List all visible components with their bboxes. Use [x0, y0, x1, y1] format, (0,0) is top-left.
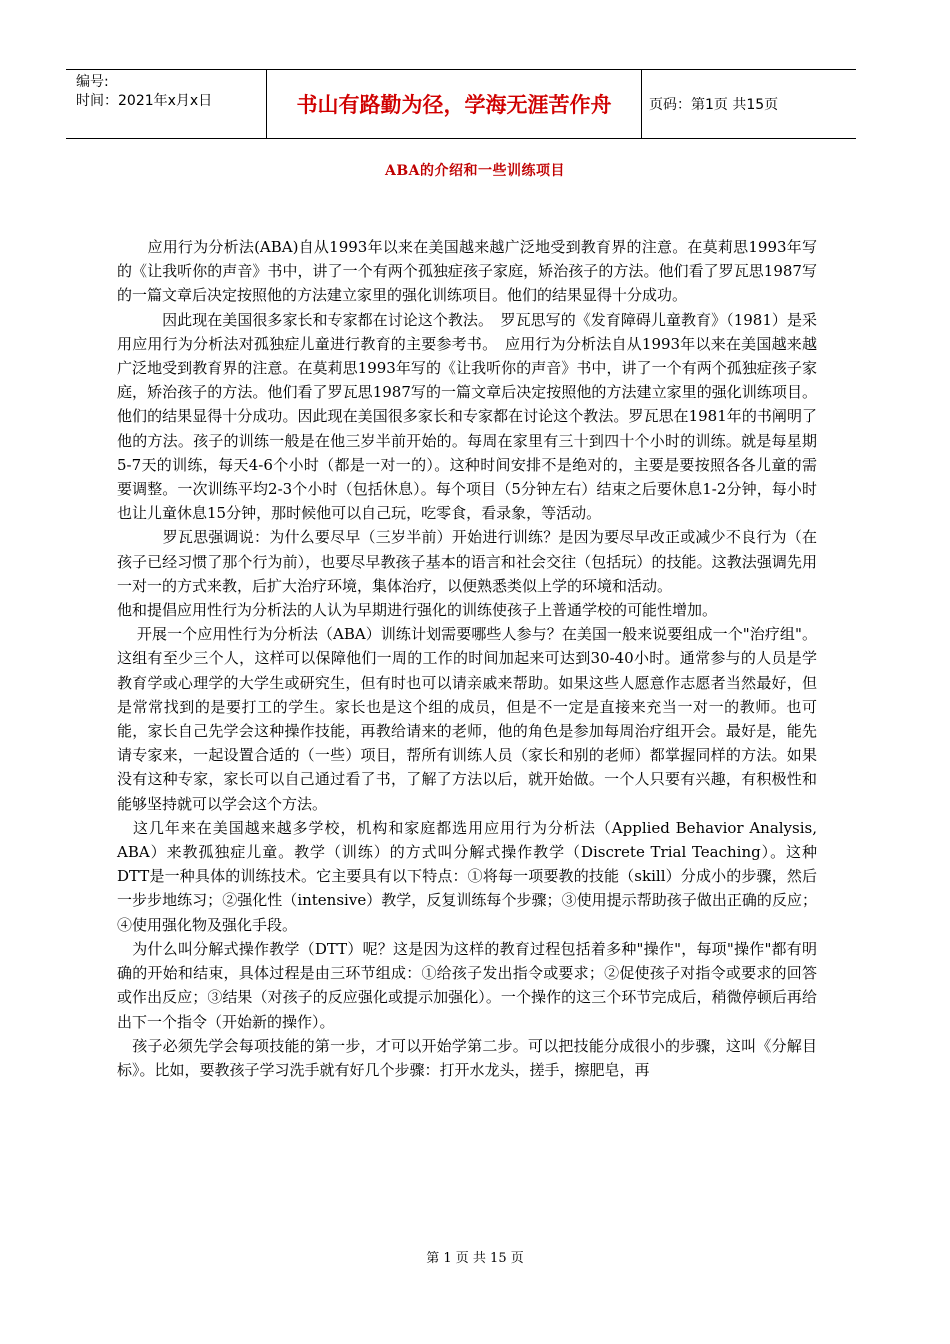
- body-paragraph: 因此现在美国很多家长和专家都在讨论这个教法。 罗瓦思写的《发育障碍儿童教育》（1981）是采用应用行为分析法对孤独症儿童进行教育的主要参考书。 应用行为分析法自从1993年以来在美国越来越广泛地受到教育界的注意。在莫莉思1993年写的《让我听你的声音》书中，讲了一个有两个孤独症孩子家庭，矫治孩子的方法。他们看了罗瓦思1987写的一篇文章后决定按照他的方法建立家里的强化训练项目。他们的结果显得十分成功。因此现在美国很多家长和专家都在讨论这个教法。罗瓦思在1981年的书阐明了他的方法。孩子的训练一般是在他三岁半前开始的。每周在家里有三十到四十个小时的训练。就是每星期5-7天的训练，每天4-6个小时（都是一对一的）。这种时间安排不是绝对的，主要是要按照各各儿童的需要调整。一次训练平均2-3个小时（包括休息）。每个项目（5分钟左右）结束之后要休息1-2分钟，每小时也让儿童休息15分钟，那时候他可以自己玩，吃零食，看录象，等活动。: [117, 310, 817, 523]
- body-paragraph: 这几年来在美国越来越多学校，机构和家庭都选用应用行为分析法（Applied Behavior Analysis, ABA）来教孤独症儿童。教学（训练）的方式叫分解式操作教学（Discrete Trial Teaching）。这种DTT是一种具体的训练技术。它主要具有以下特点：①将每一项要教的技能（skill）分成小的步骤，然后一步步地练习；②强化性（intensive）教学，反复训练每个步骤；③使用提示帮助孩子做出正确的反应；④使用强化物及强化手段。: [117, 818, 817, 934]
- page-footer: 第 1 页 共 15 页: [426, 1251, 524, 1266]
- document-number-label: 编号:: [76, 74, 109, 90]
- body-paragraph: 为什么叫分解式操作教学（DTT）呢？这是因为这样的教育过程包括着多种"操作"，每项"操作"都有明确的开始和结束，具体过程是由三环节组成：①给孩子发出指令或要求；②促使孩子对指令或要求的回答或作出反应；③结果（对孩子的反应强化或提示加强化）。一个操作的这三个环节完成后，稍微停顿后再给出下一个指令（开始新的操作）。: [117, 939, 817, 1031]
- body-paragraph: 应用行为分析法(ABA)自从1993年以来在美国越来越广泛地受到教育界的注意。在莫莉思1993年写的《让我听你的声音》书中，讲了一个有两个孤独症孩子家庭，矫治孩子的方法。他们看了罗瓦思1987写的一篇文章后决定按照他的方法建立家里的强化训练项目。他们的结果显得十分成功。: [117, 238, 817, 305]
- document-time-label: 时间：2021年x月x日: [76, 93, 213, 109]
- body-paragraph: 开展一个应用性行为分析法（ABA）训练计划需要哪些人参与？在美国一般来说要组成一个"治疗组"。这组有至少三个人，这样可以保障他们一周的工作的时间加起来可达到30-40小时。通常参与的人员是学教育学或心理学的大学生或研究生，但有时也可以请亲戚来帮助。如果这些人愿意作志愿者当然最好，但是常常找到的是要打工的学生。家长也是这个组的成员，但是不一定是直接来充当一对一的教师。也可能，家长自己先学会这种操作技能，再教给请来的老师，他的角色是参加每周治疗组开会。最好是，能先请专家来，一起设置合适的（一些）项目，帮所有训练人员（家长和别的老师）都掌握同样的方法。如果没有这种专家，家长可以自己通过看了书，了解了方法以后，就开始做。一个人只要有兴趣，有积极性和能够坚持就可以学会这个方法。: [117, 625, 817, 813]
- header-motto: 书山有路勤为径，学海无涯苦作舟: [266, 70, 642, 138]
- body-paragraph: 罗瓦思强调说：为什么要尽早（三岁半前）开始进行训练？是因为要尽早改正或减少不良行为（在孩子已经习惯了那个行为前），也要尽早教孩子基本的语言和社会交往（包括玩）的技能。这教法强调先用一对一的方式来教，后扩大治疗环境，集体治疗，以便熟悉类似上学的环境和活动。: [117, 528, 817, 595]
- document-body: [117, 235, 817, 1082]
- header-page-label: 页码：第1页 共15页: [649, 97, 779, 113]
- document-title: ABA的介绍和一些训练项目: [384, 163, 566, 179]
- document-header: [66, 69, 856, 139]
- body-paragraph: 孩子必须先学会每项技能的第一步，才可以开始学第二步。可以把技能分成很小的步骤，这叫《分解目标》。比如，要教孩子学习洗手就有好几个步骤：打开水龙头，搓手，擦肥皂，再: [117, 1036, 817, 1079]
- body-paragraph: 他和提倡应用性行为分析法的人认为早期进行强化的训练使孩子上普通学校的可能性增加。: [117, 601, 718, 620]
- header-left-cell: [66, 70, 266, 138]
